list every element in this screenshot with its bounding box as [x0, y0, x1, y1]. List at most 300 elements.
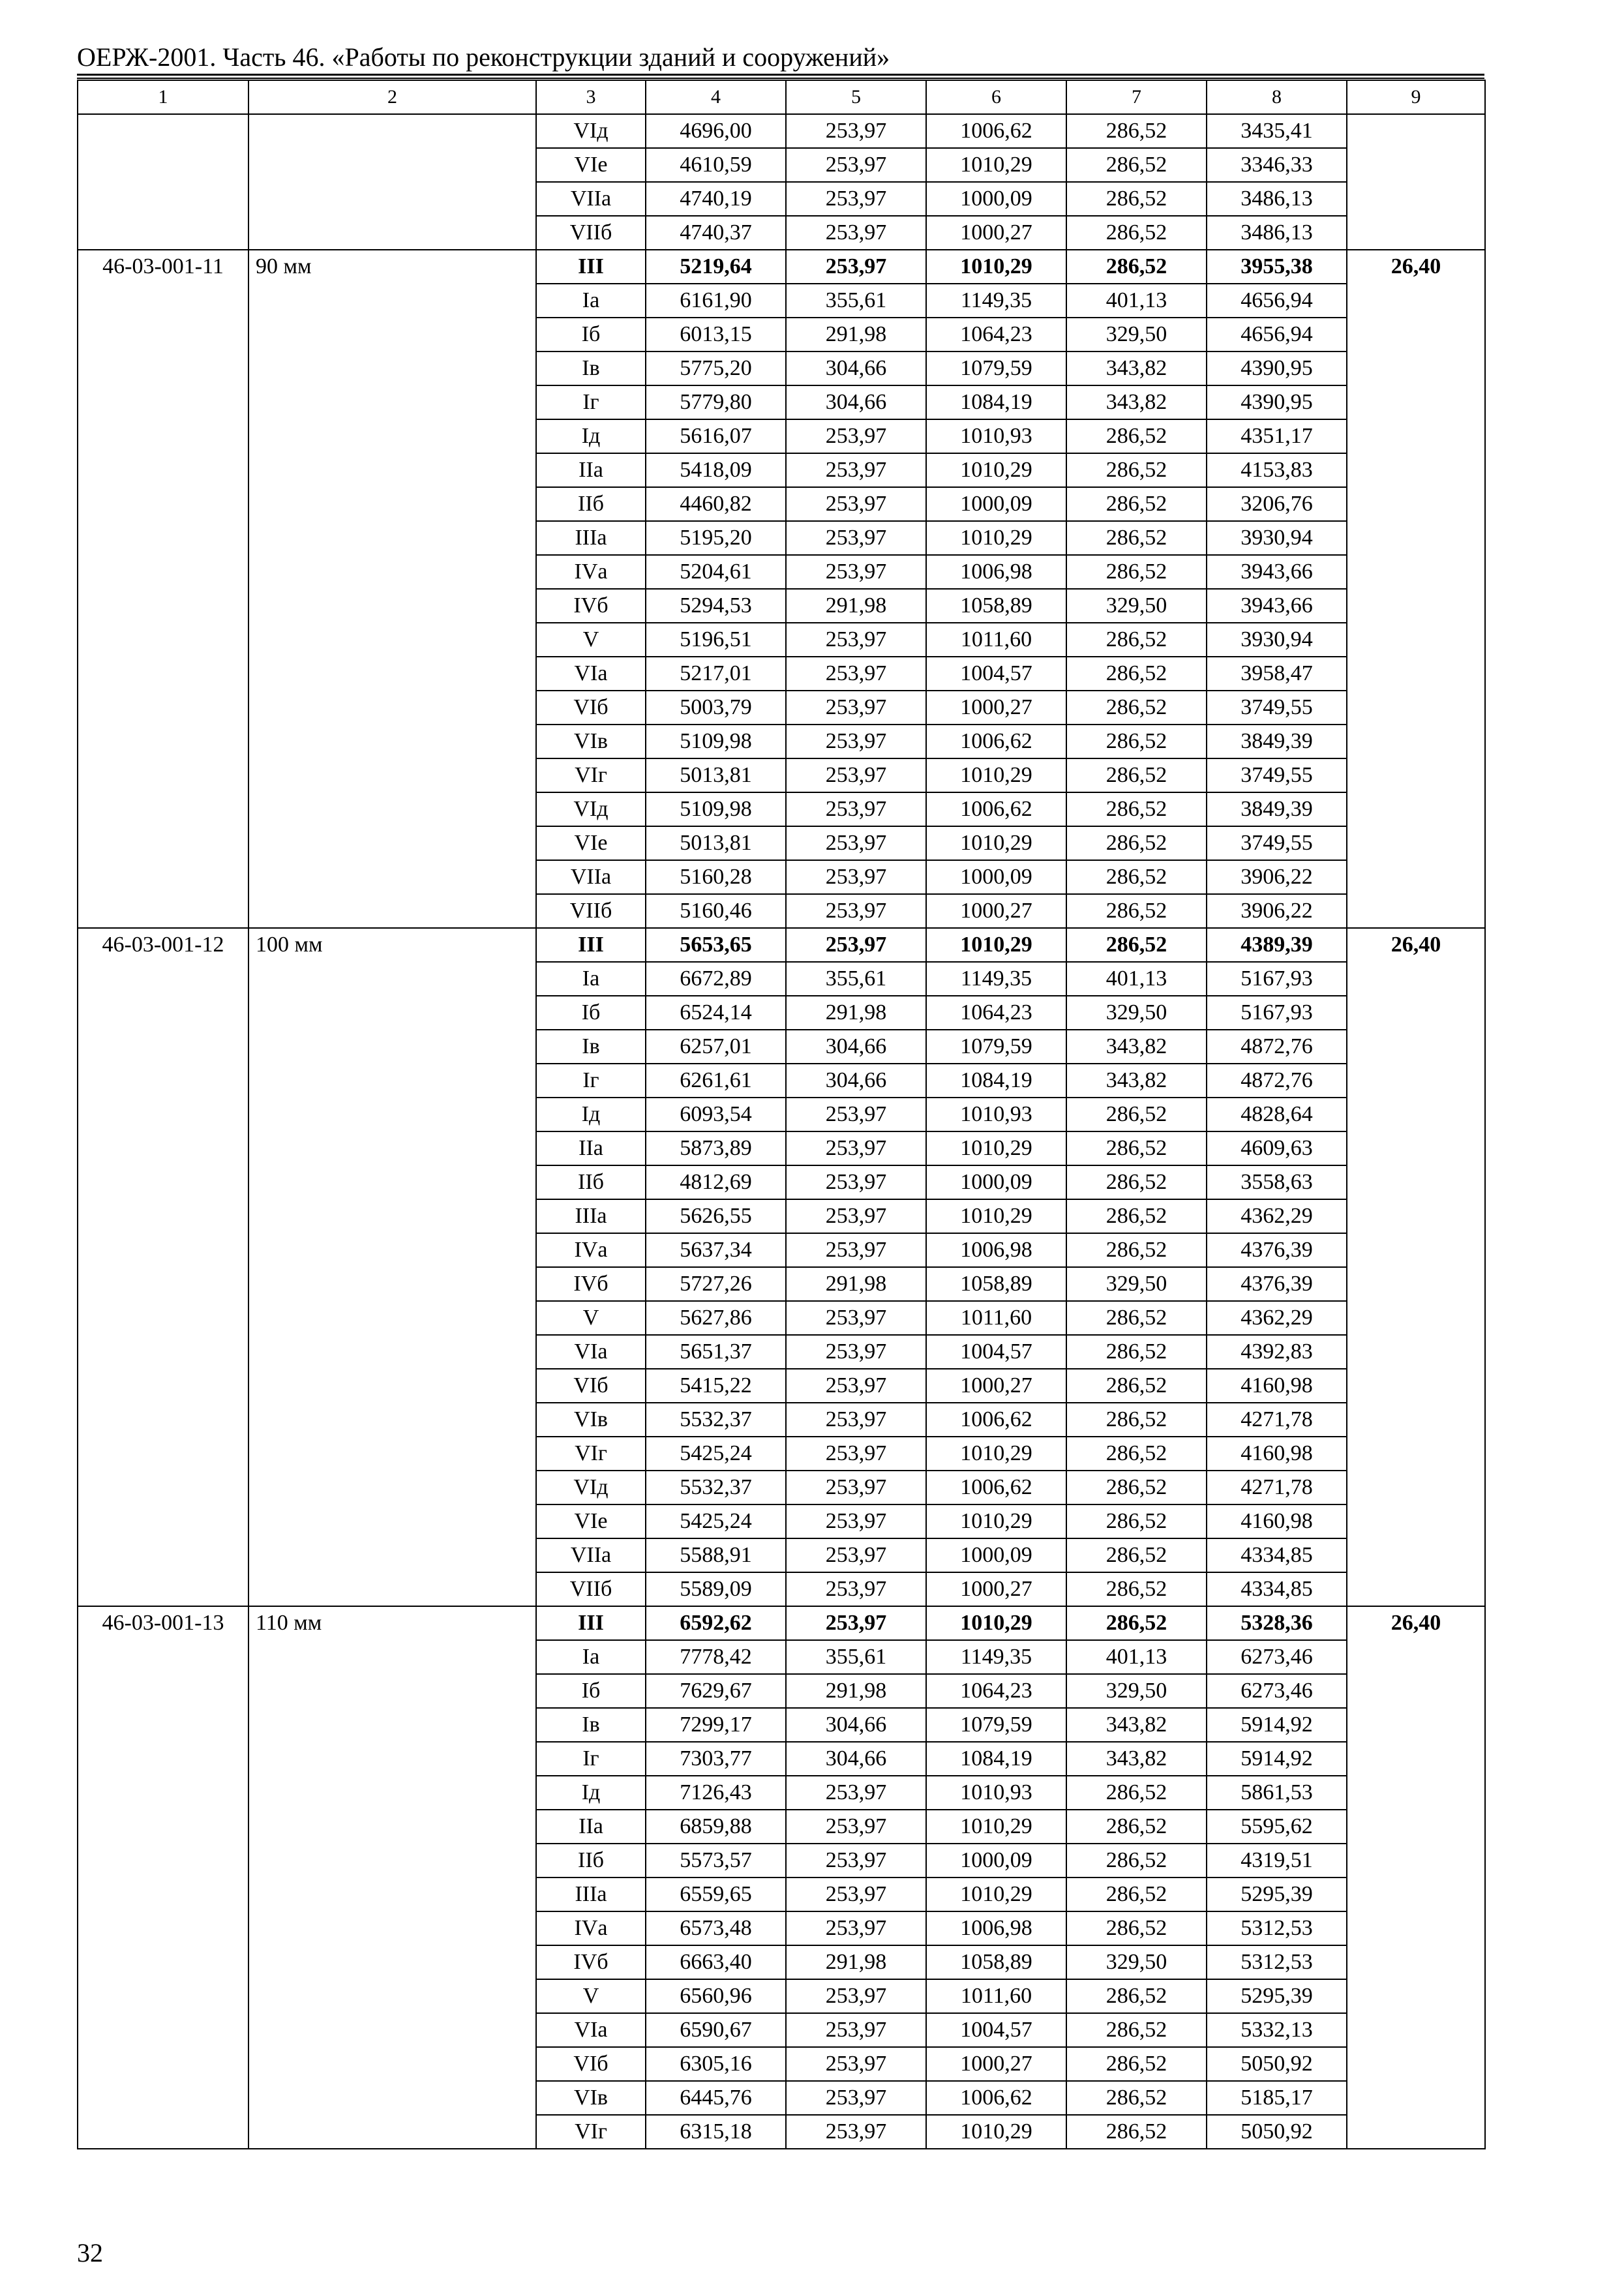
value-cell: 5050,92	[1207, 2047, 1347, 2081]
zone-cell: IIIа	[536, 1199, 646, 1233]
zone-cell: VIд	[536, 792, 646, 826]
value-cell: 253,97	[786, 1606, 926, 1640]
zone-cell: IVа	[536, 1233, 646, 1267]
value-cell: 253,97	[786, 758, 926, 792]
value-cell: 5861,53	[1207, 1776, 1347, 1810]
value-cell: 1000,27	[926, 2047, 1066, 2081]
zone-cell: VIг	[536, 1437, 646, 1471]
value-cell: 4656,94	[1207, 318, 1347, 352]
value-cell: 253,97	[786, 2081, 926, 2115]
value-cell: 4609,63	[1207, 1131, 1347, 1165]
value-cell: 5588,91	[646, 1538, 786, 1572]
value-cell: 286,52	[1066, 453, 1207, 487]
value-cell: 253,97	[786, 453, 926, 487]
value-cell: 5050,92	[1207, 2115, 1347, 2149]
value-cell: 5727,26	[646, 1267, 786, 1301]
value-cell: 4872,76	[1207, 1030, 1347, 1064]
value-cell: 1006,62	[926, 1403, 1066, 1437]
table-row	[78, 928, 1485, 962]
value-cell: 343,82	[1066, 1064, 1207, 1098]
value-cell: 1064,23	[926, 318, 1066, 352]
value-cell: 1064,23	[926, 1674, 1066, 1708]
value-cell: 1084,19	[926, 1064, 1066, 1098]
value-cell: 329,50	[1066, 996, 1207, 1030]
value-cell: 4271,78	[1207, 1471, 1347, 1504]
value-cell: 5109,98	[646, 725, 786, 758]
value-cell: 286,52	[1066, 1403, 1207, 1437]
zone-cell: IIа	[536, 1131, 646, 1165]
value-cell: 4828,64	[1207, 1098, 1347, 1131]
value-cell: 253,97	[786, 725, 926, 758]
value-cell: 1011,60	[926, 1979, 1066, 2013]
value-cell: 3958,47	[1207, 657, 1347, 691]
column-number: 6	[926, 80, 1066, 114]
value-cell: 291,98	[786, 589, 926, 623]
value-cell: 1058,89	[926, 1267, 1066, 1301]
value-cell: 1000,09	[926, 1844, 1066, 1878]
value-cell: 3943,66	[1207, 555, 1347, 589]
value-cell: 1010,29	[926, 2115, 1066, 2149]
value-cell: 253,97	[786, 1979, 926, 2013]
value-cell: 5914,92	[1207, 1742, 1347, 1776]
value-cell: 6663,40	[646, 1945, 786, 1979]
value-cell: 5160,28	[646, 860, 786, 894]
value-cell: 401,13	[1066, 284, 1207, 318]
value-cell: 4319,51	[1207, 1844, 1347, 1878]
column-number: 8	[1207, 80, 1347, 114]
value-cell: 329,50	[1066, 1267, 1207, 1301]
value-cell: 253,97	[786, 691, 926, 725]
value-cell: 253,97	[786, 1098, 926, 1131]
value-cell: 3906,22	[1207, 860, 1347, 894]
value-cell: 5626,55	[646, 1199, 786, 1233]
value-cell: 5775,20	[646, 352, 786, 385]
value-cell: 4160,98	[1207, 1437, 1347, 1471]
zone-cell: IVб	[536, 1267, 646, 1301]
value-cell: 329,50	[1066, 318, 1207, 352]
value-cell: 4376,39	[1207, 1233, 1347, 1267]
zone-cell: VIб	[536, 1369, 646, 1403]
zone-cell: Iд	[536, 1776, 646, 1810]
value-cell: 253,97	[786, 1911, 926, 1945]
zone-cell: IVб	[536, 589, 646, 623]
value-cell: 4271,78	[1207, 1403, 1347, 1437]
value-cell: 7778,42	[646, 1640, 786, 1674]
value-cell: 286,52	[1066, 1572, 1207, 1606]
zone-cell: VIб	[536, 691, 646, 725]
value-cell: 3486,13	[1207, 216, 1347, 250]
zone-cell: Iв	[536, 1030, 646, 1064]
value-cell: 3749,55	[1207, 826, 1347, 860]
value-cell: 1000,27	[926, 691, 1066, 725]
value-cell: 253,97	[786, 216, 926, 250]
column-number: 1	[78, 80, 248, 114]
value-cell: 5160,46	[646, 894, 786, 928]
column-number: 2	[248, 80, 536, 114]
value-cell: 5627,86	[646, 1301, 786, 1335]
value-cell: 1006,62	[926, 2081, 1066, 2115]
value-cell: 1010,29	[926, 250, 1066, 284]
value-cell: 286,52	[1066, 657, 1207, 691]
value-cell: 253,97	[786, 1878, 926, 1911]
zone-cell: VIе	[536, 148, 646, 182]
value-cell: 3435,41	[1207, 114, 1347, 148]
value-cell: 4392,83	[1207, 1335, 1347, 1369]
value-cell: 3849,39	[1207, 792, 1347, 826]
value-cell: 5532,37	[646, 1471, 786, 1504]
value-cell: 5295,39	[1207, 1979, 1347, 2013]
value-cell: 6261,61	[646, 1064, 786, 1098]
value-cell: 5312,53	[1207, 1911, 1347, 1945]
price-table	[77, 80, 1486, 2149]
zone-cell: Iг	[536, 1742, 646, 1776]
item-name: 100 мм	[248, 928, 536, 1606]
value-cell: 1149,35	[926, 1640, 1066, 1674]
value-cell: 286,52	[1066, 114, 1207, 148]
value-cell: 1010,29	[926, 148, 1066, 182]
value-cell: 286,52	[1066, 1606, 1207, 1640]
labor-cost-cell	[1347, 114, 1485, 250]
zone-cell: Iд	[536, 419, 646, 453]
value-cell: 253,97	[786, 623, 926, 657]
value-cell: 3346,33	[1207, 148, 1347, 182]
value-cell: 6590,67	[646, 2013, 786, 2047]
zone-cell: IVа	[536, 1911, 646, 1945]
value-cell: 5653,65	[646, 928, 786, 962]
zone-cell: V	[536, 623, 646, 657]
value-cell: 286,52	[1066, 792, 1207, 826]
value-cell: 286,52	[1066, 623, 1207, 657]
value-cell: 1010,29	[926, 1878, 1066, 1911]
value-cell: 401,13	[1066, 1640, 1207, 1674]
value-cell: 1006,98	[926, 555, 1066, 589]
value-cell: 1010,29	[926, 928, 1066, 962]
value-cell: 286,52	[1066, 2115, 1207, 2149]
zone-cell: IIб	[536, 1165, 646, 1199]
zone-cell: Iд	[536, 1098, 646, 1131]
value-cell: 304,66	[786, 1708, 926, 1742]
value-cell: 329,50	[1066, 1945, 1207, 1979]
value-cell: 5328,36	[1207, 1606, 1347, 1640]
value-cell: 1010,29	[926, 1504, 1066, 1538]
value-cell: 3558,63	[1207, 1165, 1347, 1199]
value-cell: 286,52	[1066, 1878, 1207, 1911]
value-cell: 4351,17	[1207, 419, 1347, 453]
value-cell: 3906,22	[1207, 894, 1347, 928]
value-cell: 253,97	[786, 182, 926, 216]
value-cell: 1011,60	[926, 623, 1066, 657]
value-cell: 4740,37	[646, 216, 786, 250]
value-cell: 253,97	[786, 1437, 926, 1471]
value-cell: 286,52	[1066, 1165, 1207, 1199]
zone-cell: Iг	[536, 1064, 646, 1098]
value-cell: 1004,57	[926, 2013, 1066, 2047]
value-cell: 355,61	[786, 962, 926, 996]
value-cell: 304,66	[786, 352, 926, 385]
value-cell: 5873,89	[646, 1131, 786, 1165]
value-cell: 253,97	[786, 1165, 926, 1199]
value-cell: 5332,13	[1207, 2013, 1347, 2047]
value-cell: 401,13	[1066, 962, 1207, 996]
value-cell: 253,97	[786, 1301, 926, 1335]
item-name: 90 мм	[248, 250, 536, 928]
value-cell: 1000,27	[926, 1369, 1066, 1403]
value-cell: 286,52	[1066, 1538, 1207, 1572]
value-cell: 6559,65	[646, 1878, 786, 1911]
value-cell: 5779,80	[646, 385, 786, 419]
value-cell: 253,97	[786, 1776, 926, 1810]
value-cell: 4153,83	[1207, 453, 1347, 487]
zone-cell: V	[536, 1979, 646, 2013]
value-cell: 286,52	[1066, 148, 1207, 182]
value-cell: 253,97	[786, 1572, 926, 1606]
value-cell: 304,66	[786, 1064, 926, 1098]
value-cell: 286,52	[1066, 691, 1207, 725]
value-cell: 1010,29	[926, 1437, 1066, 1471]
value-cell: 4362,29	[1207, 1301, 1347, 1335]
zone-cell: IVа	[536, 555, 646, 589]
column-number: 5	[786, 80, 926, 114]
value-cell: 4160,98	[1207, 1369, 1347, 1403]
value-cell: 1004,57	[926, 1335, 1066, 1369]
value-cell: 286,52	[1066, 2047, 1207, 2081]
value-cell: 291,98	[786, 1674, 926, 1708]
zone-cell: Iа	[536, 1640, 646, 1674]
value-cell: 253,97	[786, 792, 926, 826]
value-cell: 1006,98	[926, 1911, 1066, 1945]
value-cell: 7303,77	[646, 1742, 786, 1776]
value-cell: 5425,24	[646, 1504, 786, 1538]
value-cell: 1010,29	[926, 1810, 1066, 1844]
value-cell: 5312,53	[1207, 1945, 1347, 1979]
value-cell: 1006,62	[926, 1471, 1066, 1504]
value-cell: 343,82	[1066, 1708, 1207, 1742]
column-number: 3	[536, 80, 646, 114]
value-cell: 286,52	[1066, 555, 1207, 589]
column-number: 7	[1066, 80, 1207, 114]
zone-cell: Iг	[536, 385, 646, 419]
value-cell: 286,52	[1066, 250, 1207, 284]
value-cell: 1010,29	[926, 453, 1066, 487]
zone-cell: III	[536, 928, 646, 962]
value-cell: 1064,23	[926, 996, 1066, 1030]
value-cell: 1006,98	[926, 1233, 1066, 1267]
zone-cell: IIб	[536, 487, 646, 521]
value-cell: 291,98	[786, 1945, 926, 1979]
value-cell: 291,98	[786, 996, 926, 1030]
value-cell: 1000,27	[926, 1572, 1066, 1606]
value-cell: 6445,76	[646, 2081, 786, 2115]
value-cell: 5167,93	[1207, 962, 1347, 996]
value-cell: 1006,62	[926, 725, 1066, 758]
value-cell: 4696,00	[646, 114, 786, 148]
value-cell: 253,97	[786, 1844, 926, 1878]
value-cell: 286,52	[1066, 1504, 1207, 1538]
value-cell: 3849,39	[1207, 725, 1347, 758]
value-cell: 286,52	[1066, 894, 1207, 928]
value-cell: 5294,53	[646, 589, 786, 623]
value-cell: 291,98	[786, 318, 926, 352]
zone-cell: VIг	[536, 2115, 646, 2149]
zone-cell: III	[536, 1606, 646, 1640]
value-cell: 3955,38	[1207, 250, 1347, 284]
value-cell: 286,52	[1066, 1776, 1207, 1810]
value-cell: 253,97	[786, 148, 926, 182]
value-cell: 6573,48	[646, 1911, 786, 1945]
value-cell: 253,97	[786, 1471, 926, 1504]
value-cell: 253,97	[786, 894, 926, 928]
zone-cell: VIв	[536, 1403, 646, 1437]
value-cell: 304,66	[786, 1030, 926, 1064]
value-cell: 7126,43	[646, 1776, 786, 1810]
zone-cell: Iа	[536, 962, 646, 996]
value-cell: 6273,46	[1207, 1674, 1347, 1708]
value-cell: 1006,62	[926, 114, 1066, 148]
value-cell: 6315,18	[646, 2115, 786, 2149]
value-cell: 286,52	[1066, 182, 1207, 216]
zone-cell: VIб	[536, 2047, 646, 2081]
value-cell: 4334,85	[1207, 1538, 1347, 1572]
value-cell: 304,66	[786, 385, 926, 419]
zone-cell: VIв	[536, 2081, 646, 2115]
value-cell: 355,61	[786, 284, 926, 318]
value-cell: 286,52	[1066, 216, 1207, 250]
value-cell: 286,52	[1066, 725, 1207, 758]
zone-cell: III	[536, 250, 646, 284]
item-code	[78, 114, 248, 250]
value-cell: 5418,09	[646, 453, 786, 487]
item-code: 46-03-001-12	[78, 928, 248, 1606]
zone-cell: IIIа	[536, 1878, 646, 1911]
value-cell: 253,97	[786, 250, 926, 284]
value-cell: 1079,59	[926, 352, 1066, 385]
value-cell: 253,97	[786, 1504, 926, 1538]
value-cell: 253,97	[786, 1199, 926, 1233]
value-cell: 6524,14	[646, 996, 786, 1030]
value-cell: 4160,98	[1207, 1504, 1347, 1538]
value-cell: 3749,55	[1207, 758, 1347, 792]
value-cell: 4460,82	[646, 487, 786, 521]
zone-cell: Iб	[536, 318, 646, 352]
value-cell: 6560,96	[646, 1979, 786, 2013]
zone-cell: VIIа	[536, 860, 646, 894]
value-cell: 5616,07	[646, 419, 786, 453]
value-cell: 343,82	[1066, 352, 1207, 385]
zone-cell: VIIб	[536, 894, 646, 928]
labor-cost-cell: 26,40	[1347, 1606, 1485, 2149]
value-cell: 5013,81	[646, 826, 786, 860]
value-cell: 1010,93	[926, 419, 1066, 453]
value-cell: 286,52	[1066, 1471, 1207, 1504]
value-cell: 1010,29	[926, 826, 1066, 860]
value-cell: 5914,92	[1207, 1708, 1347, 1742]
value-cell: 1006,62	[926, 792, 1066, 826]
value-cell: 1000,09	[926, 182, 1066, 216]
value-cell: 286,52	[1066, 1335, 1207, 1369]
zone-cell: VIа	[536, 2013, 646, 2047]
table-row	[78, 114, 1485, 148]
value-cell: 253,97	[786, 2115, 926, 2149]
zone-cell: VIIа	[536, 1538, 646, 1572]
zone-cell: VIв	[536, 725, 646, 758]
value-cell: 1058,89	[926, 1945, 1066, 1979]
value-cell: 1000,09	[926, 487, 1066, 521]
value-cell: 253,97	[786, 1233, 926, 1267]
value-cell: 253,97	[786, 1810, 926, 1844]
value-cell: 253,97	[786, 419, 926, 453]
value-cell: 286,52	[1066, 1301, 1207, 1335]
value-cell: 5195,20	[646, 521, 786, 555]
zone-cell: VIа	[536, 1335, 646, 1369]
zone-cell: VIг	[536, 758, 646, 792]
value-cell: 3943,66	[1207, 589, 1347, 623]
value-cell: 286,52	[1066, 1979, 1207, 2013]
value-cell: 4390,95	[1207, 385, 1347, 419]
value-cell: 5204,61	[646, 555, 786, 589]
zone-cell: Iб	[536, 1674, 646, 1708]
value-cell: 1084,19	[926, 385, 1066, 419]
value-cell: 253,97	[786, 860, 926, 894]
value-cell: 6093,54	[646, 1098, 786, 1131]
zone-cell: VIе	[536, 1504, 646, 1538]
value-cell: 5013,81	[646, 758, 786, 792]
value-cell: 7629,67	[646, 1674, 786, 1708]
value-cell: 253,97	[786, 657, 926, 691]
value-cell: 5167,93	[1207, 996, 1347, 1030]
value-cell: 253,97	[786, 928, 926, 962]
value-cell: 1000,09	[926, 1538, 1066, 1572]
value-cell: 1004,57	[926, 657, 1066, 691]
value-cell: 1149,35	[926, 962, 1066, 996]
value-cell: 4610,59	[646, 148, 786, 182]
zone-cell: Iб	[536, 996, 646, 1030]
zone-cell: VIа	[536, 657, 646, 691]
value-cell: 286,52	[1066, 1131, 1207, 1165]
value-cell: 286,52	[1066, 1233, 1207, 1267]
value-cell: 3749,55	[1207, 691, 1347, 725]
table-row	[78, 1606, 1485, 1640]
zone-cell: IIб	[536, 1844, 646, 1878]
value-cell: 4740,19	[646, 182, 786, 216]
value-cell: 253,97	[786, 2047, 926, 2081]
value-cell: 5109,98	[646, 792, 786, 826]
value-cell: 343,82	[1066, 385, 1207, 419]
value-cell: 329,50	[1066, 1674, 1207, 1708]
value-cell: 1010,29	[926, 1606, 1066, 1640]
value-cell: 4362,29	[1207, 1199, 1347, 1233]
value-cell: 253,97	[786, 2013, 926, 2047]
value-cell: 1079,59	[926, 1708, 1066, 1742]
table-body	[78, 80, 1485, 2149]
item-name	[248, 114, 536, 250]
zone-cell: VIIа	[536, 182, 646, 216]
zone-cell: Iв	[536, 352, 646, 385]
value-cell: 4390,95	[1207, 352, 1347, 385]
value-cell: 5595,62	[1207, 1810, 1347, 1844]
value-cell: 4812,69	[646, 1165, 786, 1199]
value-cell: 5196,51	[646, 623, 786, 657]
value-cell: 5573,57	[646, 1844, 786, 1878]
value-cell: 6257,01	[646, 1030, 786, 1064]
value-cell: 1000,09	[926, 860, 1066, 894]
value-cell: 1010,29	[926, 1131, 1066, 1165]
value-cell: 286,52	[1066, 419, 1207, 453]
value-cell: 253,97	[786, 555, 926, 589]
value-cell: 4872,76	[1207, 1064, 1347, 1098]
value-cell: 291,98	[786, 1267, 926, 1301]
column-number: 4	[646, 80, 786, 114]
value-cell: 5295,39	[1207, 1878, 1347, 1911]
